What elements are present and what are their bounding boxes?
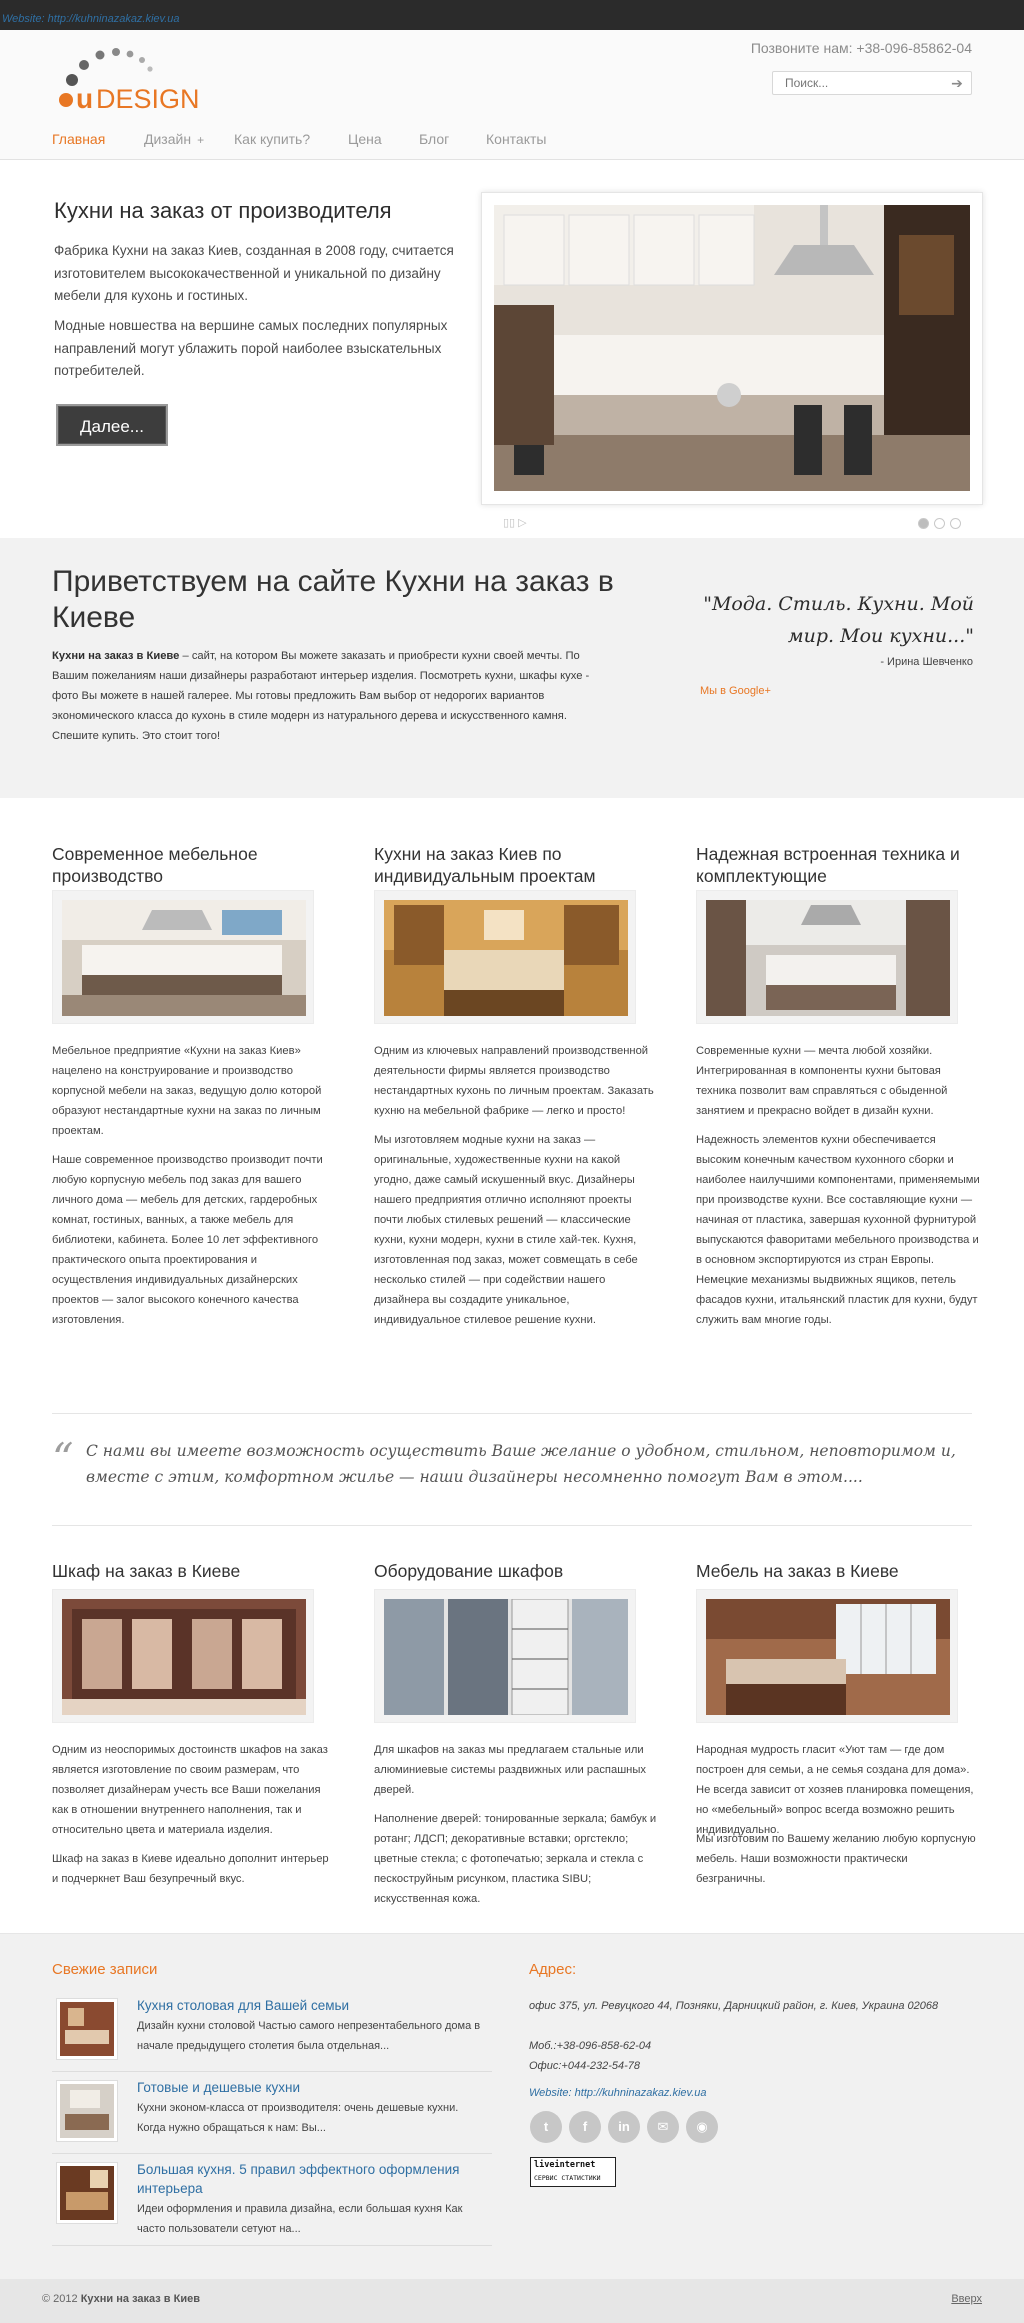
recent-post[interactable] <box>52 2160 492 2246</box>
recent-post[interactable] <box>52 1996 492 2072</box>
feature-paragraph: Мы изготовим по Вашему желанию любую корпусную мебель. Наши возможности практически безграничны. <box>696 1833 976 1885</box>
header-phone: Позвоните нам: +38-096-85862-04 <box>750 40 972 56</box>
feature-paragraph: Шкаф на заказ в Киеве идеально дополнит интерьер и подчеркнет Ваш безупречный вкус. <box>52 1853 329 1885</box>
recent-posts-title: Свежие записи <box>52 1961 158 1978</box>
hero-paragraph-1: Фабрика Кухни на заказ Киев, созданная в 2008 году, считается изготовителем высококачественной и уникальной по дизайну мебели для кухонь и гостиных. <box>54 243 454 303</box>
post-thumbnail[interactable] <box>56 2080 118 2142</box>
welcome-body: – сайт, на котором Вы можете заказать и приобрести кухни своей мечты. По Вашим пожеланиям наши дизайнеры разработают интерьер изделия. Посмотреть кухни, шкафы кухе - фото Вы можете в нашей галерее. Мы готовы предложить Вам выбор от недорогих вариантов экономического класса до кухонь в стиле модерн из натурального дерева и искусственного камня. Спешите купить. Это стоит того! <box>52 650 590 742</box>
rss-icon[interactable]: ◉ <box>686 2111 718 2143</box>
welcome-section <box>0 538 1024 798</box>
big-quote-text: С нами вы имеете возможность осуществить Ваше желание о удобном, стильном, неповторимом и, вместе с этим, комфортном жилье — наши дизайнеры несомненно помогут Вам в этом.... <box>86 1442 956 1486</box>
divider <box>52 1413 972 1414</box>
post-title[interactable]: Большая кухня. 5 правил эффектного оформления интерьера <box>137 2162 460 2196</box>
slider-dots <box>918 516 966 534</box>
header <box>0 30 1024 160</box>
feature-title: Шкаф на заказ в Киеве <box>52 1561 241 1581</box>
search-input[interactable] <box>785 75 935 91</box>
post-excerpt: Кухни эконом-класса от производителя: очень дешевые кухни. Когда нужно обращаться к нам: Вы... <box>137 2102 459 2134</box>
post-title[interactable]: Кухня столовая для Вашей семьи <box>137 1998 350 2013</box>
post-title[interactable]: Готовые и дешевые кухни <box>137 2080 300 2095</box>
submenu-plus-icon: + <box>197 133 205 147</box>
svg-text:DESIGN: DESIGN <box>96 84 200 114</box>
copyright <box>42 2293 200 2305</box>
welcome-title: Приветствуем на сайте Кухни на заказ в Киеве <box>52 565 614 634</box>
hero-title: Кухни на заказ от производителя <box>54 198 392 223</box>
slider-dot[interactable] <box>934 518 945 529</box>
hero-paragraph-2: Модные новшества на вершине самых последних популярных направлений могут ублажить порой наиболее взыскательных потребителей. <box>54 318 448 378</box>
feature-image[interactable] <box>52 1589 314 1723</box>
welcome-text <box>52 646 598 746</box>
feature-image[interactable] <box>696 890 958 1024</box>
more-button[interactable]: Далее... <box>56 404 168 446</box>
nav-item-home[interactable]: Главная <box>52 131 106 147</box>
google-plus-link[interactable]: Мы в Google+ <box>700 685 771 697</box>
feature-title: Современное мебельное производство <box>52 844 258 886</box>
linkedin-icon[interactable]: in <box>608 2111 640 2143</box>
address-title: Адрес: <box>529 1961 577 1978</box>
search-arrow-icon[interactable]: ➔ <box>951 75 963 91</box>
hero-section <box>0 160 1024 538</box>
nav-item-blog[interactable]: Блог <box>419 131 450 147</box>
liveinternet-counter[interactable] <box>530 2157 616 2187</box>
back-to-top-link[interactable]: Вверх <box>951 2293 982 2305</box>
office-phone: Офис:+044-232-54-78 <box>529 2060 641 2072</box>
feature-paragraph: Надежность элементов кухни обеспечивается высоким конечным качеством кухонного сборки и наиболее наилучшими компонентами, применяемыми при производстве кухни. Все составляющие кухни — начиная от пластика, завершая кухонной фурнитурой выпускаются фаворитами мебельного производства и в основном экспортируются из стран Европы. Немецкие механизмы выдвижных ящиков, петель фасадов кухни, итальянский пластик для кухни, будут служить вам многие годы. <box>696 1134 980 1326</box>
top-bar <box>0 0 1024 30</box>
welcome-lead: Кухни на заказ в Киеве <box>52 650 180 662</box>
address-text: офис 375, ул. Ревуцкого 44, Позняки, Дарницкий район, г. Киев, Украина 02068 <box>529 2000 939 2012</box>
post-separator <box>52 2153 492 2154</box>
slider-dot[interactable] <box>950 518 961 529</box>
feature-paragraph: Одним из неоспоримых достоинств шкафов на заказ является изготовление по своим размерам, что позволяет дизайнерам учесть все Ваши пожелания как в отношении внутреннего наполнения, так и относительно цвета и материала изделия. <box>52 1744 328 1836</box>
footer-website-link[interactable]: Website: http://kuhninazakaz.kiev.ua <box>529 2087 707 2099</box>
nav-item-contacts[interactable]: Контакты <box>486 131 547 147</box>
feature-paragraph: Наполнение дверей: тонированные зеркала; бамбук и ротанг; ЛДСП; декоративные вставки; оргстекло; цветные стекла; с фотопечатью; зеркала и стекла с пескоструйным рисунком, пластика SIBU; искусственная кожа. <box>374 1813 657 1905</box>
counter-brand: liveinternet <box>534 2160 596 2170</box>
counter-caption: СЕРВИС СТАТИСТИКИ <box>534 2174 601 2182</box>
nav-item-design[interactable] <box>144 131 204 147</box>
site-logo[interactable] <box>54 40 234 120</box>
feature-title: Надежная встроенная техника и комплектующие <box>696 844 960 886</box>
mobile-phone: Моб.:+38-096-858-62-04 <box>529 2040 652 2052</box>
feature-paragraph: Мы изготовляем модные кухни на заказ — оригинальные, художественные кухни на какой угодно, даже самый искушенный вкус. Дизайнеры нашего предприятия отлично исполняют проекты почти любых стилевых решений — классические кухни, кухни модерн, кухни в стиле хай-тек. Кухня, изготовленная под заказ, может совмещать в себе несколько стилей — при содействии нашего дизайнера вы создадите уникальное, индивидуальное стилевое решение кухни. <box>374 1134 638 1326</box>
post-excerpt: Идеи оформления и правила дизайна, если большая кухня Как часто пользователи сетуют на... <box>137 2203 463 2235</box>
footer-widgets <box>0 1933 1024 2279</box>
post-excerpt: Дизайн кухни столовой Частью самого непрезентабельного дома в начале предыдущего столетия была отдельная... <box>137 2020 481 2052</box>
feature-image[interactable] <box>374 890 636 1024</box>
feature-image[interactable] <box>52 890 314 1024</box>
nav-item-design-label: Дизайн <box>144 131 192 147</box>
quote-author: - Ирина Шевченко <box>880 656 973 668</box>
slide-image <box>494 205 970 491</box>
slider-pause-play-icon[interactable]: ▯▯ ▷ <box>503 517 527 529</box>
bottom-bar <box>0 2279 1024 2323</box>
feature-paragraph: Наше современное производство производит почти любую корпусную мебель под заказ для вашего личного дома — мебель для детских, гардеробных комнат, гостиных, ванных, а также мебель для библиотеки, кабинета. Более 10 лет эффективного практического опыта проектирования и осуществления индивидуальных дизайнерских проектов — залог высокого конечного качества изготовления. <box>52 1154 323 1326</box>
features-section <box>0 798 1024 1933</box>
divider <box>52 1525 972 1526</box>
email-icon[interactable]: ✉ <box>647 2111 679 2143</box>
facebook-icon[interactable]: f <box>569 2111 601 2143</box>
hero-slider[interactable] <box>481 192 983 505</box>
post-separator <box>52 2071 492 2072</box>
copyright-prefix: © 2012 <box>42 2293 81 2305</box>
social-icons <box>530 2111 725 2143</box>
feature-paragraph: Современные кухни — мечта любой хозяйки. Интегрированная в компоненты кухни бытовая техника позволит вам справляться с обыденной занятием и прекрасно войдет в дизайн кухни. <box>696 1045 948 1117</box>
post-separator <box>52 2245 492 2246</box>
quote-mark-icon: “ <box>52 1434 74 1483</box>
feature-paragraph: Одним из ключевых направлений производственной деятельности фирмы является производство нестандартных кухонь по личным проектам. Заказать кухню на мебельной фабрике — легко и просто! <box>374 1045 654 1117</box>
feature-paragraph: Народная мудрость гласит «Уют там — где дом построен для семьи, а не семья создана для дома». Не всегда зависит от хозяев планировка помещения, но «мебельный» вопрос всегда возможно решить индивидуально. <box>696 1744 974 1836</box>
slider-dot[interactable] <box>918 518 929 529</box>
post-thumbnail[interactable] <box>56 2162 118 2224</box>
search-box[interactable] <box>772 71 972 95</box>
feature-title: Мебель на заказ в Киеве <box>696 1561 899 1581</box>
post-thumbnail[interactable] <box>56 1998 118 2060</box>
copyright-site-name[interactable]: Кухни на заказ в Киев <box>80 2293 200 2305</box>
feature-title: Оборудование шкафов <box>374 1561 564 1581</box>
feature-paragraph: Мебельное предприятие «Кухни на заказ Киев» нацелено на конструирование и производство корпусной мебели на заказ, ведущую долю которой образуют нестандартные кухни на заказ по личным проектам. <box>52 1045 322 1137</box>
nav-item-how-to-buy[interactable]: Как купить? <box>234 131 311 147</box>
feature-image[interactable] <box>696 1589 958 1723</box>
nav-item-price[interactable]: Цена <box>348 131 382 147</box>
recent-post[interactable] <box>52 2078 492 2154</box>
twitter-icon[interactable]: t <box>530 2111 562 2143</box>
svg-text:u: u <box>76 83 94 114</box>
website-link[interactable]: Website: http://kuhninazakaz.kiev.ua <box>2 13 180 25</box>
feature-paragraph: Для шкафов на заказ мы предлагаем стальные или алюминиевые системы раздвижных или распашных дверей. <box>374 1744 646 1796</box>
feature-image[interactable] <box>374 1589 636 1723</box>
welcome-quote: "Мода. Стиль. Кухни. Мой мир. Мои кухни..." <box>703 593 974 647</box>
feature-title: Кухни на заказ Киев по индивидуальным проектам <box>374 844 596 886</box>
